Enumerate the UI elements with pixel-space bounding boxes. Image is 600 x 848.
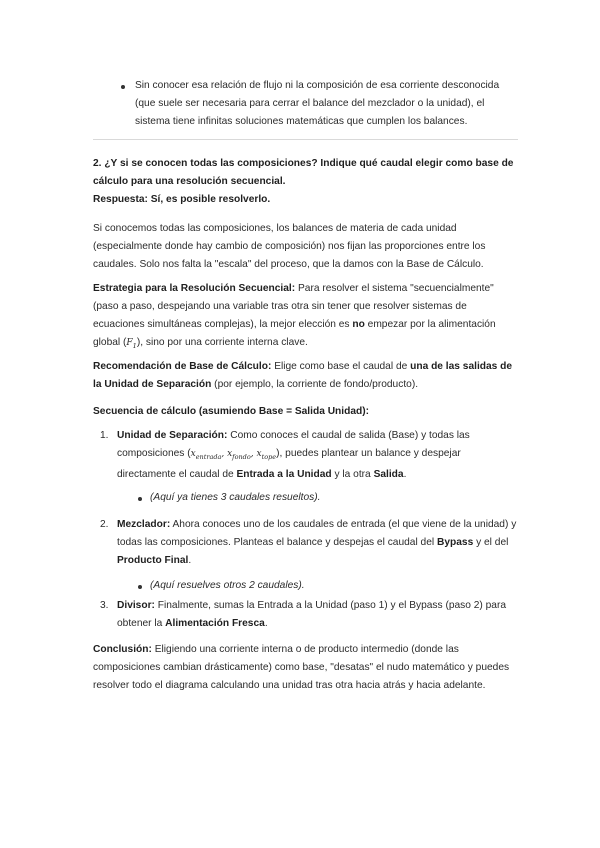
step-bold: Producto Final [117, 555, 189, 566]
step-bold: Bypass [437, 537, 474, 548]
step-text: y el del [476, 537, 509, 548]
recommendation-text-1: Elige como base el caudal de [274, 361, 408, 372]
sub-bullet [150, 489, 510, 507]
strategy-text-2: empezar por la alimentación global ( [93, 319, 496, 348]
step-divider: Divisor: Finalmente, sumas la Entrada a la Unidad (paso 1) y el Bypass (paso 2) para obtener la Alimentación Fresca. [117, 600, 507, 629]
strategy-label: Estrategia para la Resolución Secuencial: [93, 283, 296, 294]
sub-bullet-dot [138, 497, 142, 501]
step-text: Como conoces el caudal de salida (Base) y todas las composiciones ( [117, 430, 470, 459]
step-label: Unidad de Separación: [117, 430, 228, 441]
recommendation-bold: una de las salidas de la Unidad de Separación [93, 361, 513, 390]
step-text: Finalmente, sumas la Entrada a la Unidad (paso 1) y el Bypass (paso 2) para obtener la [117, 600, 507, 629]
composition-symbols: $x_{entrada}$, $x_{fondo}$, $x_{tope}$ [190, 449, 277, 461]
sequence-title [93, 403, 518, 421]
conclusion-text: Eligiendo una corriente interna o de producto intermedio (donde las composiciones cambian drásticamente) como base, "desatas" el nudo matemático y puedes resolver todo el diagrama calculando una unidad tras otra hacia atrás y hacia adelante. [93, 644, 510, 691]
step-bold: Alimentación Fresca [165, 618, 265, 629]
strategy-no: no [352, 319, 365, 330]
conclusion-paragraph [93, 641, 518, 695]
sequence-title-text: Secuencia de cálculo (asumiendo Base = Salida Unidad): [93, 406, 369, 417]
step-bold: Salida [373, 468, 404, 480]
strategy-text-1: Para resolver el sistema "secuencialmente" (paso a paso, despejando una variable tras otra sin tener que resolver sistemas de ecuaciones simultáneas complejas), la mejor elección es [93, 283, 494, 330]
sub-bullet-text: (Aquí resuelves otros 2 caudales). [150, 580, 305, 591]
step-text: Ahora conoces uno de los caudales de entrada (el que viene de la unidad) y todas las composiciones. Planteas el balance y despejas el caudal del [117, 519, 517, 548]
sub-bullet-dot [138, 585, 142, 589]
strategy-text-3: ), sino por una corriente interna clave. [136, 337, 308, 348]
step-separation: Unidad de Separación: Como conoces el caudal de salida (Base) y todas las composiciones ($x_{entrada}$, $x_{fondo}$, $x_{tope}$), puedes plantear un balance y despejar directamente el caudal de Entrada a la Unidad y la otra Salida. [117, 430, 470, 480]
step-label: Divisor: [117, 600, 155, 611]
sub-bullet-text: (Aquí ya tienes 3 caudales resueltos). [150, 492, 321, 503]
paragraph-composition: Si conocemos todas las composiciones, los balances de materia de cada unidad (especialmente donde hay cambio de composición) nos fijan las proporciones entre los caudales. Solo nos falta la "escala" del proceso, que la damos con la Base de Cálculo. [93, 223, 486, 270]
recommendation-paragraph [93, 358, 518, 394]
step-number: 3. [100, 600, 109, 611]
question-heading: 2. ¿Y si se conocen todas las composiciones? Indique qué caudal elegir como base de cálculo para una resolución secuencial. [93, 158, 514, 187]
strategy-paragraph [93, 280, 518, 355]
step-number: 1. [100, 430, 109, 441]
step-text: ), puedes plantear un balance y despejar directamente el caudal de [117, 448, 461, 480]
recommendation-text-2: (por ejemplo, la corriente de fondo/producto). [214, 379, 419, 390]
answer-text: Respuesta: Sí, es posible resolverlo. [93, 194, 271, 205]
answer [93, 191, 518, 209]
recommendation-label: Recomendación de Base de Cálculo: [93, 361, 272, 372]
conclusion-label: Conclusión: [93, 644, 152, 655]
step-bold: Entrada a la Unidad [236, 468, 332, 480]
symbol-f1: $F_1$ [126, 338, 137, 350]
sub-bullet [150, 577, 510, 595]
step-label: Mezclador: [117, 519, 171, 530]
intro-bullet-text: Sin conocer esa relación de flujo ni la composición de esa corriente desconocida (que suele ser necesaria para cerrar el balance del mezclador o la unidad), el sistema tiene infinitas soluciones matemáticas que cumplen los balances. [135, 80, 500, 127]
bullet-dot [121, 85, 125, 89]
step-mixer: Mezclador: Ahora conoces uno de los caudales de entrada (el que viene de la unidad) y todas las composiciones. Planteas el balance y despejas el caudal del Bypass y el del Producto Final. [117, 519, 517, 566]
divider [93, 139, 518, 140]
step-text: y la otra [334, 468, 371, 480]
step-number: 2. [100, 519, 109, 530]
